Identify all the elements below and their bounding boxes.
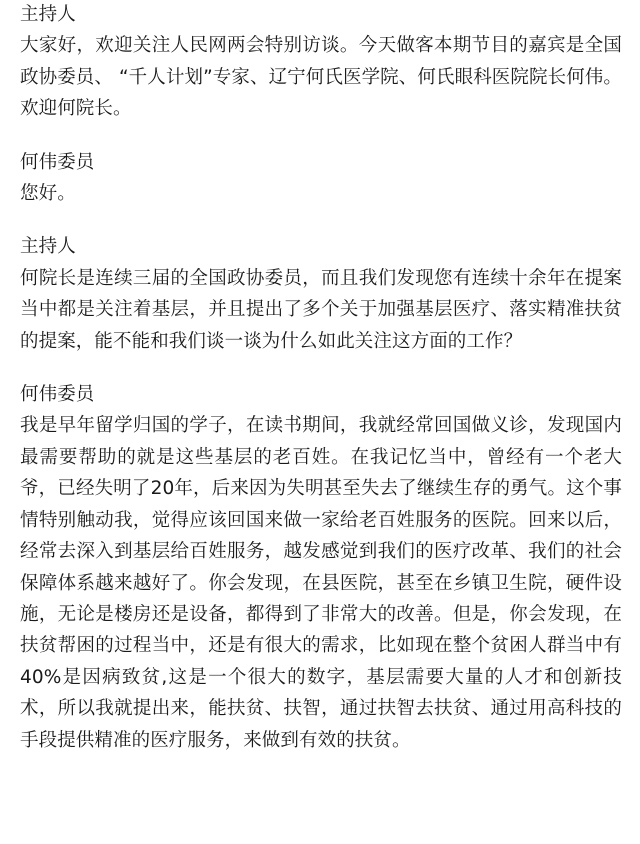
transcript-entry-host-2 — [20, 231, 622, 357]
speech-text: 您好。 — [20, 183, 76, 205]
speaker-name: 何伟委员 — [20, 151, 95, 173]
speaker-name: 何伟委员 — [20, 384, 95, 406]
speech-text: 何院长是连续三届的全国政协委员，而且我们发现您有连续十余年在提案当中都是关注着基层，并且提出了多个关于加强基层医疗、落实精准扶贫的提案，能不能和我们谈一谈为什么如此关注这方面的工作？ — [20, 267, 622, 352]
speaker-name: 主持人 — [20, 4, 76, 25]
speech-text: 大家好，欢迎关注人民网两会特别访谈。今天做客本期节目的嘉宾是全国政协委员、 “千人计划”专家、辽宁何氏医学院、何氏眼科医院院长何伟。欢迎何院长。 — [20, 35, 622, 120]
transcript-entry-guest-1 — [20, 147, 622, 210]
transcript-entry-host-1 — [20, 0, 622, 125]
transcript-entry-guest-2 — [20, 379, 622, 756]
speech-text: 我是早年留学归国的学子，在读书期间，我就经常回国做义诊，发现国内最需要帮助的就是这些基层的老百姓。在我记忆当中，曾经有一个老大爷，已经失明了20年，后来因为失明甚至失去了继续生存的勇气。这个事情特别触动我，觉得应该回国来做一家给老百姓服务的医院。回来以后，经常去深入到基层给百姓服务，越发感觉到我们的医疗改革、我们的社会保障体系越来越好了。你会发现，在县医院，甚至在乡镇卫生院，硬件设施，无论是楼房还是设备，都得到了非常大的改善。但是，你会发现，在扶贫帮困的过程当中，还是有很大的需求，比如现在整个贫困人群当中有40%是因病致贫,这是一个很大的数字，基层需要大量的人才和创新技术，所以我就提出来，能扶贫、扶智，通过扶智去扶贫、通过用高科技的手段提供精准的医疗服务，来做到有效的扶贫。 — [20, 415, 622, 751]
speaker-name: 主持人 — [20, 236, 76, 258]
